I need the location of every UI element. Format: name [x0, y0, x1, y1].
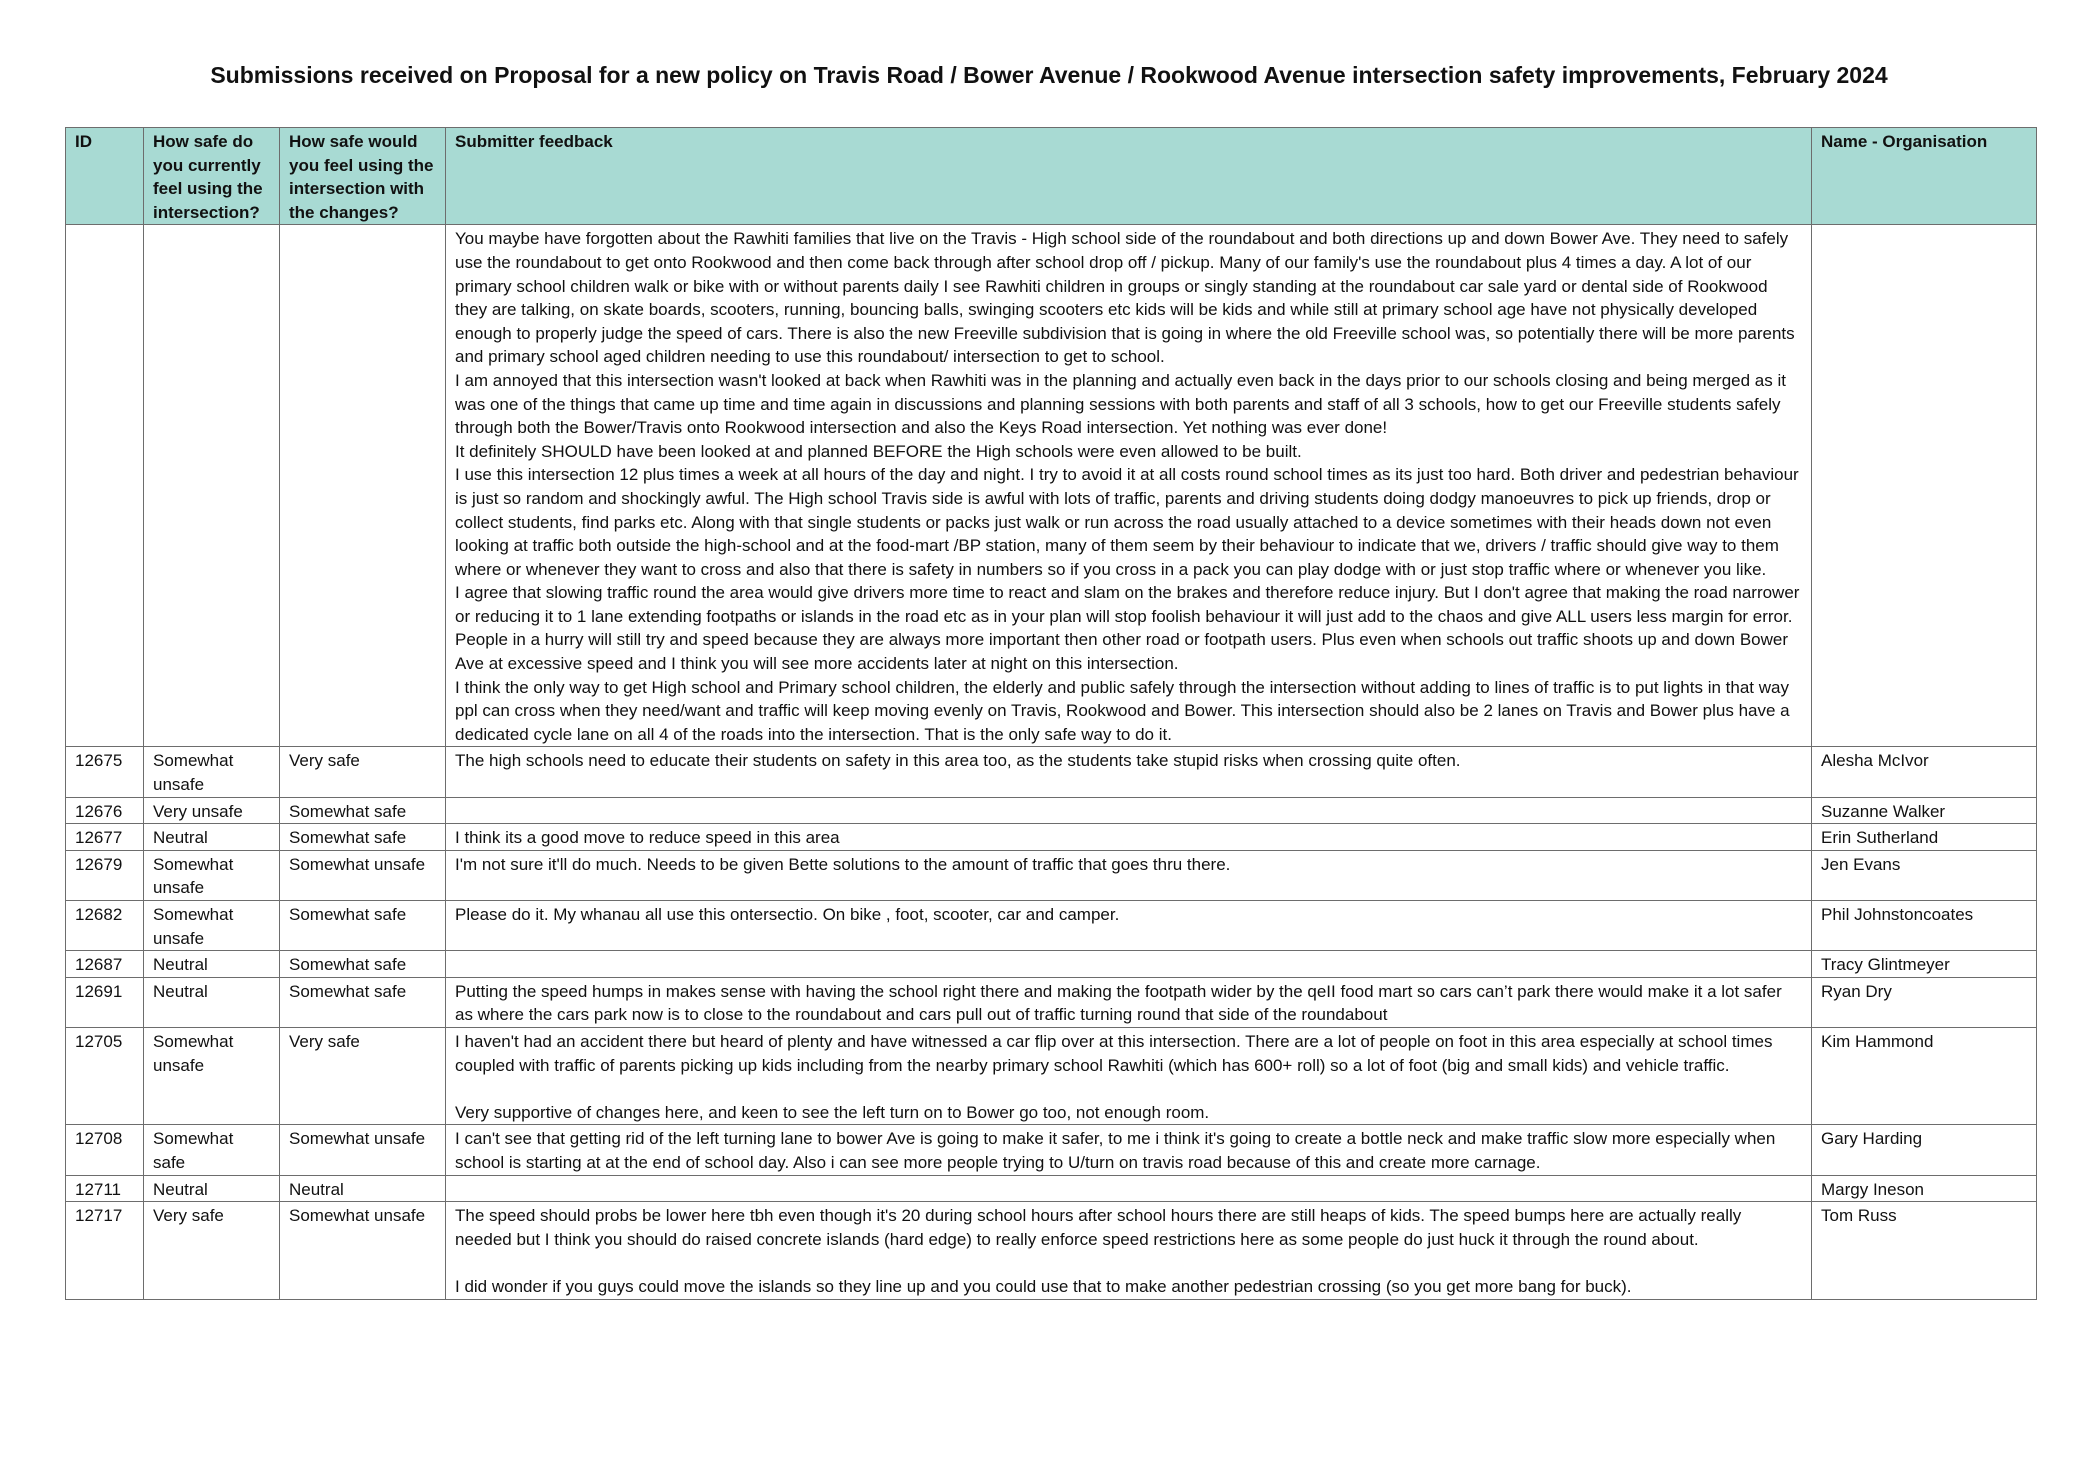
cell-name: Ryan Dry	[1812, 977, 2037, 1027]
cell-current-safety: Neutral	[144, 977, 280, 1027]
cell-feedback: Putting the speed humps in makes sense with having the school right there and making the footpath wider by the qeII food mart so cars can’t park there would make it a lot safer as where the cars park now is to close to the roundabout and cars pull out of traffic turning round that side of the roundabout	[446, 977, 1812, 1027]
cell-current-safety: Somewhat unsafe	[144, 1027, 280, 1124]
cell-safety-with-changes: Somewhat safe	[280, 977, 446, 1027]
cell-feedback: I think its a good move to reduce speed in this area	[446, 824, 1812, 851]
cell-safety-with-changes	[280, 225, 446, 747]
cell-safety-with-changes: Very safe	[280, 747, 446, 797]
cell-safety-with-changes: Somewhat safe	[280, 951, 446, 978]
cell-id: 12691	[66, 977, 144, 1027]
cell-current-safety: Somewhat unsafe	[144, 901, 280, 951]
table-row	[66, 1125, 2037, 1175]
cell-id: 12708	[66, 1125, 144, 1175]
table-row	[66, 977, 2037, 1027]
cell-id: 12711	[66, 1175, 144, 1202]
cell-feedback: The high schools need to educate their students on safety in this area too, as the students take stupid risks when crossing quite often.	[446, 747, 1812, 797]
cell-current-safety: Somewhat unsafe	[144, 747, 280, 797]
cell-id	[66, 225, 144, 747]
cell-safety-with-changes: Somewhat safe	[280, 824, 446, 851]
cell-name: Margy Ineson	[1812, 1175, 2037, 1202]
table-row	[66, 1175, 2037, 1202]
cell-current-safety: Very unsafe	[144, 797, 280, 824]
table-row	[66, 797, 2037, 824]
header-safety-with-changes: How safe would you feel using the intersection with the changes?	[280, 128, 446, 225]
cell-name: Erin Sutherland	[1812, 824, 2037, 851]
header-current-safety: How safe do you currently feel using the intersection?	[144, 128, 280, 225]
cell-current-safety: Somewhat unsafe	[144, 850, 280, 900]
cell-current-safety: Very safe	[144, 1202, 280, 1299]
cell-name: Phil Johnstoncoates	[1812, 901, 2037, 951]
cell-current-safety: Neutral	[144, 951, 280, 978]
cell-name: Gary Harding	[1812, 1125, 2037, 1175]
table-row	[66, 850, 2037, 900]
cell-safety-with-changes: Somewhat safe	[280, 797, 446, 824]
cell-id: 12675	[66, 747, 144, 797]
cell-safety-with-changes: Somewhat safe	[280, 901, 446, 951]
table-row	[66, 1202, 2037, 1299]
cell-current-safety: Neutral	[144, 1175, 280, 1202]
cell-safety-with-changes: Somewhat unsafe	[280, 850, 446, 900]
cell-current-safety: Somewhat safe	[144, 1125, 280, 1175]
table-header-row	[66, 128, 2037, 225]
table-row	[66, 747, 2037, 797]
header-id: ID	[66, 128, 144, 225]
cell-id: 12676	[66, 797, 144, 824]
cell-name: Tom Russ	[1812, 1202, 2037, 1299]
cell-safety-with-changes: Very safe	[280, 1027, 446, 1124]
cell-id: 12687	[66, 951, 144, 978]
cell-name: Alesha McIvor	[1812, 747, 2037, 797]
cell-feedback: I'm not sure it'll do much. Needs to be given Bette solutions to the amount of traffic that goes thru there.	[446, 850, 1812, 900]
cell-id: 12705	[66, 1027, 144, 1124]
cell-feedback: I haven't had an accident there but heard of plenty and have witnessed a car flip over at this intersection. There are a lot of people on foot in this area especially at school times coupled with traffic of parents picking up kids including from the nearby primary school Rawhiti (which has 600+ roll) so a lot of foot (big and small kids) and vehicle traffic. Very supportive of changes here, and keen to see the left turn on to Bower go too, not enough room.	[446, 1027, 1812, 1124]
cell-name: Kim Hammond	[1812, 1027, 2037, 1124]
cell-safety-with-changes: Somewhat unsafe	[280, 1202, 446, 1299]
cell-feedback	[446, 951, 1812, 978]
cell-current-safety: Neutral	[144, 824, 280, 851]
cell-name: Suzanne Walker	[1812, 797, 2037, 824]
cell-name: Jen Evans	[1812, 850, 2037, 900]
page-title: Submissions received on Proposal for a new policy on Travis Road / Bower Avenue / Rookwood Avenue intersection safety improvements, February 2024	[210, 62, 1888, 88]
header-name-organisation: Name - Organisation	[1812, 128, 2037, 225]
table-row	[66, 824, 2037, 851]
table-row	[66, 951, 2037, 978]
cell-feedback	[446, 797, 1812, 824]
cell-name: Tracy Glintmeyer	[1812, 951, 2037, 978]
cell-feedback	[446, 1175, 1812, 1202]
header-submitter-feedback: Submitter feedback	[446, 128, 1812, 225]
cell-safety-with-changes: Neutral	[280, 1175, 446, 1202]
cell-id: 12717	[66, 1202, 144, 1299]
table-row	[66, 225, 2037, 747]
cell-id: 12677	[66, 824, 144, 851]
cell-safety-with-changes: Somewhat unsafe	[280, 1125, 446, 1175]
cell-feedback: You maybe have forgotten about the Rawhiti families that live on the Travis - High school side of the roundabout and both directions up and down Bower Ave. They need to safely use the roundabout to get onto Rookwood and then come back through after school drop off / pickup. Many of our family's use the roundabout plus 4 times a day. A lot of our primary school children walk or bike with or without parents daily I see Rawhiti children in groups or singly standing at the roundabout car sale yard or dental side of Rookwood they are talking, on skate boards, scooters, running, bouncing balls, swinging scooters etc kids will be kids and while still at primary school age have not physically developed enough to properly judge the speed of cars. There is also the new Freeville subdivision that is going in where the old Freeville school was, so potentially there will be more parents and primary school aged children needing to use this roundabout/ intersection to get to school. I am annoyed that this intersection wasn't looked at back when Rawhiti was in the planning and actually even back in the days prior to our schools closing and being merged as it was one of the things that came up time and time again in discussions and planning sessions with both parents and staff of all 3 schools, how to get our Freeville students safely through both the Bower/Travis onto Rookwood intersection and also the Keys Road intersection. Yet nothing was ever done! It definitely SHOULD have been looked at and planned BEFORE the High schools were even allowed to be built. I use this intersection 12 plus times a week at all hours of the day and night. I try to avoid it at all costs round school times as its just too hard. Both driver and pedestrian behaviour is just so random and shockingly awful. The High school Travis side is awful with lots of traffic, parents and driving students doing dodgy manoeuvres to pick up friends, drop or collect students, find parks etc. Along with that single students or packs just walk or run across the road usually attached to a device sometimes with their heads down not even looking at traffic both outside the high-school and at the food-mart /BP station, many of them seem by their behaviour to indicate that we, drivers / traffic should give way to them where or whenever they want to cross and also that there is safety in numbers so if you cross in a pack you can play dodge with or just stop traffic where or whenever you like. I agree that slowing traffic round the area would give drivers more time to react and slam on the brakes and therefore reduce injury. But I don't agree that making the road narrower or reducing it to 1 lane extending footpaths or islands in the road etc as in your plan will stop foolish behaviour it will just add to the chaos and give ALL users less margin for error. People in a hurry will still try and speed because they are always more important then other road or footpath users. Plus even when schools out traffic shoots up and down Bower Ave at excessive speed and I think you will see more accidents later at night on this intersection. I think the only way to get High school and Primary school children, the elderly and public safely through the intersection without adding to lines of traffic is to put lights in that way ppl can cross when they need/want and traffic will keep moving evenly on Travis, Rookwood and Bower. This intersection should also be 2 lanes on Travis and Bower plus have a dedicated cycle lane on all 4 of the roads into the intersection. That is the only safe way to do it.	[446, 225, 1812, 747]
cell-id: 12682	[66, 901, 144, 951]
submissions-table	[65, 127, 2037, 1300]
table-row	[66, 901, 2037, 951]
cell-current-safety	[144, 225, 280, 747]
cell-feedback: Please do it. My whanau all use this ontersectio. On bike , foot, scooter, car and camper.	[446, 901, 1812, 951]
cell-id: 12679	[66, 850, 144, 900]
table-row	[66, 1027, 2037, 1124]
cell-feedback: I can't see that getting rid of the left turning lane to bower Ave is going to make it safer, to me i think it's going to create a bottle neck and make traffic slow more especially when school is starting at at the end of school day. Also i can see more people trying to U/turn on travis road because of this and create more carnage.	[446, 1125, 1812, 1175]
cell-name	[1812, 225, 2037, 747]
cell-feedback: The speed should probs be lower here tbh even though it's 20 during school hours after school hours there are still heaps of kids. The speed bumps here are actually really needed but I think you should do raised concrete islands (hard edge) to really enforce speed restrictions here as some people do just huck it through the round about. I did wonder if you guys could move the islands so they line up and you could use that to make another pedestrian crossing (so you get more bang for buck).	[446, 1202, 1812, 1299]
